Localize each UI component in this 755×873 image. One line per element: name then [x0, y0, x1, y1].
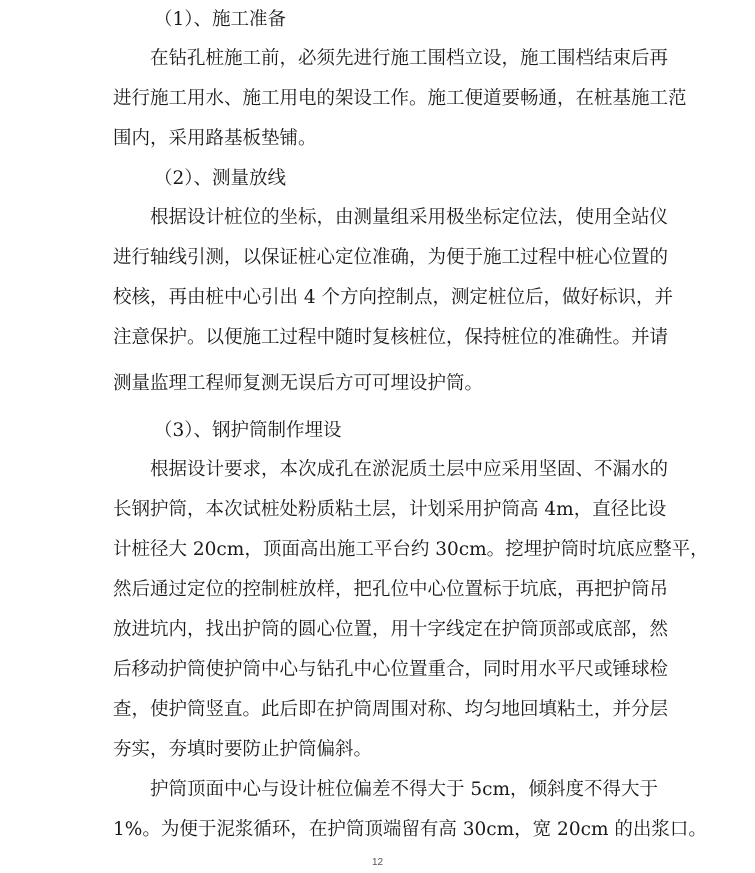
paragraph-line: 测量监理工程师复测无误后方可可埋设护筒。	[113, 373, 484, 394]
paragraph-line: 校核，再由桩中心引出 4 个方向控制点，测定桩位后，做好标识，并	[113, 287, 674, 308]
paragraph-line: 根据设计桩位的坐标，由测量组采用极坐标定位法，使用全站仪	[150, 207, 669, 228]
paragraph-line: 注意保护。以便施工过程中随时复核桩位，保持桩位的准确性。并请	[113, 327, 669, 348]
paragraph-line: 进行施工用水、施工用电的架设工作。施工便道要畅通，在桩基施工范	[113, 88, 687, 109]
page-number: 12	[371, 857, 384, 868]
paragraph-line: 长钢护筒，本次试桩处粉质粘土层，计划采用护筒高 4m，直径比设	[113, 499, 667, 520]
paragraph-line: 进行轴线引测，以保证桩心定位准确，为便于施工过程中桩心位置的	[113, 247, 669, 268]
paragraph-line: 夯实，夯填时要防止护筒偏斜。	[113, 739, 373, 760]
paragraph-line: 根据设计要求，本次成孔在淤泥质土层中应采用坚固、不漏水的	[150, 459, 669, 480]
section-heading-1: （1）、施工准备	[154, 9, 287, 30]
paragraph-line: 1%。为便于泥浆循环，在护筒顶端留有高 30cm，宽 20cm 的出浆口。	[113, 819, 707, 840]
paragraph-line: 护筒顶面中心与设计桩位偏差不得大于 5cm，倾斜度不得大于	[150, 779, 659, 800]
section-heading-2: （2）、测量放线	[154, 168, 287, 189]
paragraph-line: 查，使护筒竖直。此后即在护筒周围对称、均匀地回填粘土，并分层	[113, 699, 669, 720]
paragraph-line: 计桩径大 20cm，顶面高出施工平台约 30cm。挖埋护筒时坑底应整平，	[113, 539, 709, 560]
section-heading-3: （3）、钢护筒制作埋设	[154, 420, 342, 441]
paragraph-line: 在钻孔桩施工前，必须先进行施工围档立设，施工围档结束后再	[150, 48, 669, 69]
paragraph-line: 后移动护筒使护筒中心与钻孔中心位置重合，同时用水平尺或锤球检	[113, 659, 669, 680]
paragraph-line: 然后通过定位的控制桩放样，把孔位中心位置标于坑底，再把护筒吊	[113, 579, 669, 600]
paragraph-line: 放进坑内，找出护筒的圆心位置，用十字线定在护筒顶部或底部，然	[113, 619, 669, 640]
paragraph-line: 围内，采用路基板垫铺。	[113, 128, 317, 149]
